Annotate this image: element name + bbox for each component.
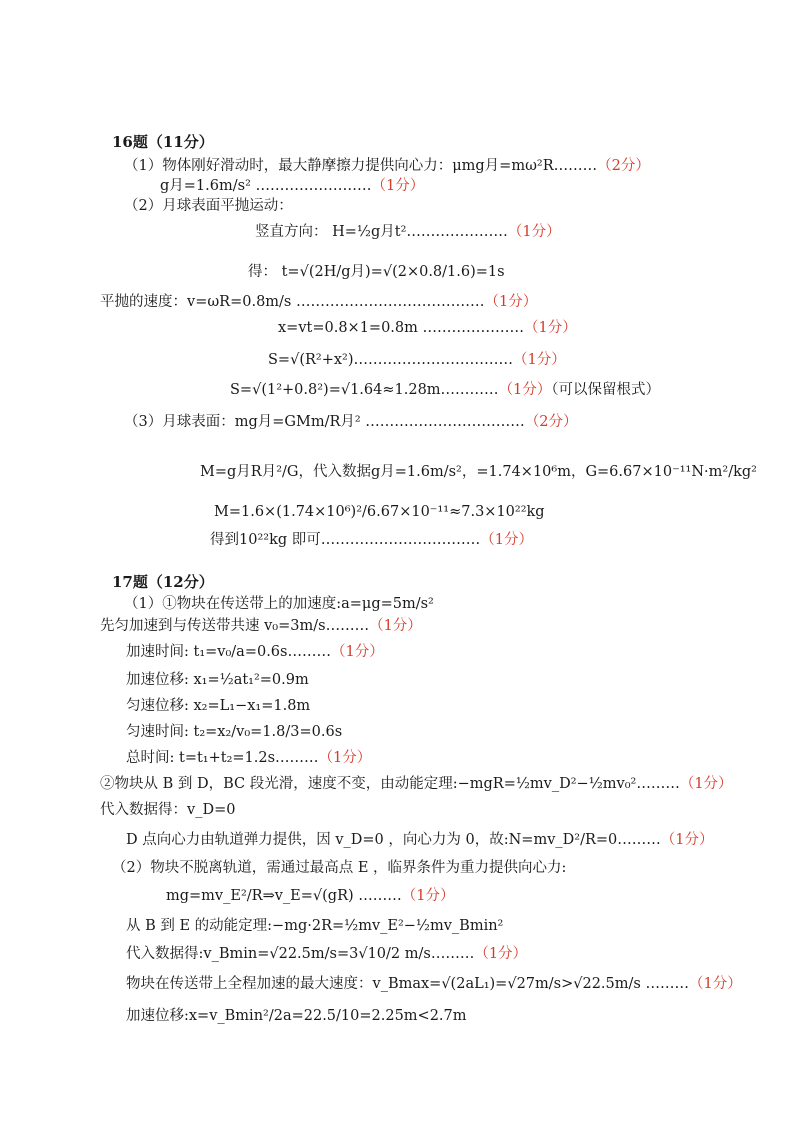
q17-critical-condition: mg=mv_E²/R⇒v_E=√(gR) ………（1分） <box>166 888 455 904</box>
score: （1分） <box>484 294 538 310</box>
score: （1分） <box>401 888 455 904</box>
score: （1分） <box>318 750 372 766</box>
q16-S-eq: S=√(R²+x²)……………………………（1分） <box>268 352 566 368</box>
q17-max-speed: 物块在传送带上全程加速的最大速度：v_Bmax=√(2aL₁)=√27m/s>√22.5m/s ………（1分） <box>126 976 742 992</box>
q16-M-calculation: M=1.6×(1.74×10⁶)²/6.67×10⁻¹¹≈7.3×10²²kg <box>214 504 545 520</box>
q17-t1: 加速时间: t₁=v₀/a=0.6s………（1分） <box>126 644 384 660</box>
q16-result: 得到10²²kg 即可……………………………（1分） <box>210 532 533 548</box>
q17-x1: 加速位移: x₁=½at₁²=0.9m <box>126 672 309 688</box>
q17-energy-theorem: ②物块从 B 到 D，BC 段光滑，速度不变，由动能定理:−mgR=½mv_D²−½mv₀²………（1分） <box>100 776 733 792</box>
score: （1分） <box>371 178 425 194</box>
q16-vertical-eq: 竖直方向： H=½g月t²…………………（1分） <box>255 224 561 240</box>
score: （1分） <box>688 976 742 992</box>
q16-x-eq: x=vt=0.8×1=0.8m …………………（1分） <box>278 320 577 336</box>
q17-vBmin: 代入数据得:v_Bmin=√22.5m/s=3√10/2 m/s………（1分） <box>126 946 528 962</box>
q16-S-value: S=√(1²+0.8²)=√1.64≈1.28m…………（1分）（可以保留根式） <box>230 382 661 398</box>
score: （1分） <box>679 776 733 792</box>
q17-total-time: 总时间: t=t₁+t₂=1.2s………（1分） <box>126 750 372 766</box>
score: （1分） <box>507 224 561 240</box>
q17-normal-force: D 点向心力由轨道弹力提供，因 v_D=0 ，向心力为 0，故:N=mv_D²/R=0………（1分） <box>126 832 714 848</box>
score: （1分） <box>330 644 384 660</box>
q17-part2-title: （2）物块不脱离轨道，需通过最高点 E ，临界条件为重力提供向心力: <box>112 860 567 876</box>
score: （1分） <box>660 832 714 848</box>
q16-header: 16题（11分） <box>112 133 214 151</box>
q16-velocity: 平抛的速度：v=ωR=0.8m/s …………………………………（1分） <box>100 294 538 310</box>
q17-x2: 匀速位移: x₂=L₁−x₁=1.8m <box>126 698 311 714</box>
q16-part2-title: （2）月球表面平抛运动： <box>124 198 293 214</box>
q17-acceleration: （1）①物块在传送带上的加速度:a=μg=5m/s² <box>124 596 434 612</box>
q16-part1-line1: （1）物体刚好滑动时，最大静摩擦力提供向心力：μmg月=mω²R………（2分） <box>124 158 650 174</box>
q16-part1-line2: g月=1.6m/s² ……………………（1分） <box>160 178 425 194</box>
q17-t2: 匀速时间: t₂=x₂/v₀=1.8/3=0.6s <box>126 724 343 740</box>
score: （1分） <box>480 532 533 548</box>
q17-first-acceleration: 先匀加速到与传送带共速 v₀=3m/s………（1分） <box>100 618 422 634</box>
q16-part3-surface: （3）月球表面：mg月=GMm/R月² ……………………………（2分） <box>124 414 578 430</box>
q16-time-eq: 得： t=√(2H/g月)=√(2×0.8/1.6)=1s <box>248 264 505 280</box>
score: （1分） <box>524 320 577 336</box>
score: （1分） <box>513 352 566 368</box>
score: （1分） <box>474 946 528 962</box>
q17-header: 17题（12分） <box>112 573 214 591</box>
score: （2分） <box>597 158 650 174</box>
score: （1分） <box>369 618 422 634</box>
score: （2分） <box>524 414 578 430</box>
q17-accel-displacement: 加速位移:x=v_Bmin²/2a=22.5/10=2.25m<2.7m <box>126 1008 467 1024</box>
q17-substitute-vD: 代入数据得：v_D=0 <box>100 802 236 818</box>
score: （1分） <box>498 382 552 398</box>
q17-BE-energy: 从 B 到 E 的动能定理:−mg·2R=½mv_E²−½mv_Bmin² <box>126 918 504 934</box>
q16-M-expression: M=g月R月²/G，代入数据g月=1.6m/s²，=1.74×10⁶m，G=6.67×10⁻¹¹N·m²/kg² <box>200 464 757 480</box>
